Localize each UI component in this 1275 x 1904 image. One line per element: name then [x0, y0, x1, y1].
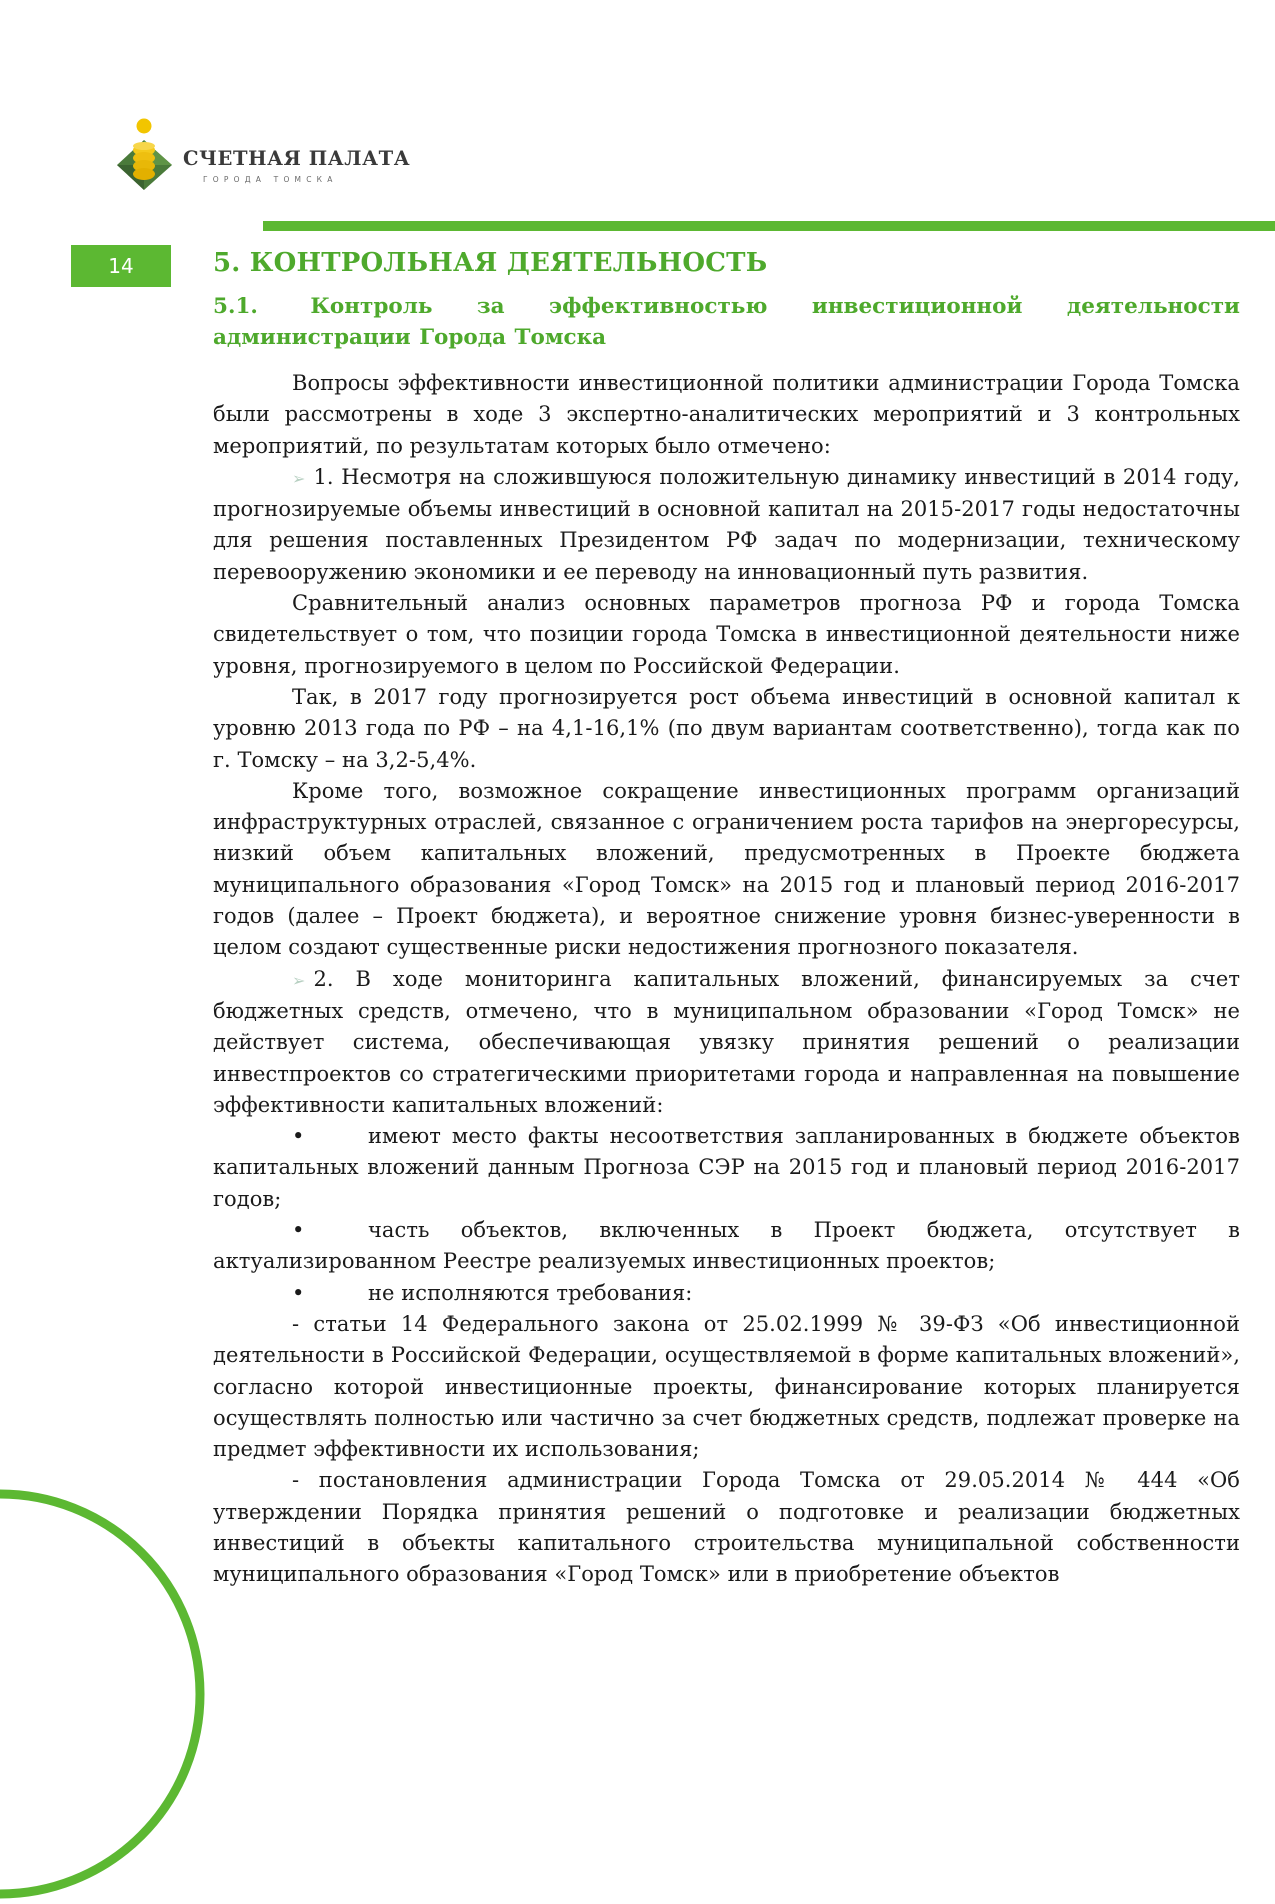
bullet-icon: • [292, 1124, 305, 1149]
paragraph: - постановления администрации Города Томска от 29.05.2014 № 444 «Об утверждении Порядка принятия решений о подготовке и реализации бюджетных инвестиций в объекты капитального строительства муниципальной собственности муниципального образования «Город Томск» или в приобретение объектов [213, 1468, 1240, 1587]
list-item-text: не исполняются требования: [368, 1280, 693, 1305]
paragraph-item-text: 2. В ходе мониторинга капитальных вложений, финансируемых за счет бюджетных средств, отмечено, что в муниципальном образовании «Город Томск» не действует система, обеспечивающая увязку принятия решений о реализации инвестпроектов со стратегическими приоритетами города и направленная на повышение эффективности капитальных вложений: [213, 966, 1240, 1117]
logo-subtitle: ГОРОДА ТОМСКА [203, 175, 338, 184]
bullet-icon: • [292, 1218, 305, 1243]
page-content [213, 242, 1240, 1591]
list-item [213, 1215, 1240, 1278]
arrow-bullet-icon: ➢ [292, 970, 306, 990]
decorative-arc [0, 1484, 210, 1904]
paragraph-item-text: 1. Несмотря на сложившуюся положительную динамику инвестиций в 2014 году, прогнозируемые объемы инвестиций в основной капитал на 2015-2017 годы недостаточны для решения поставленных Президентом РФ задач по модернизации, техническому перевооружению экономики и ее переводу на инновационный путь развития. [213, 464, 1240, 584]
subsection-title-text: Контроль за эффективностью инвестиционной деятельности администрации Города Томска [213, 294, 1240, 350]
page-number: 14 [71, 245, 171, 287]
paragraph: Так, в 2017 году прогнозируется рост объема инвестиций в основной капитал к уровню 2013 года по РФ – на 4,1-16,1% (по двум вариантам соответственно), тогда как по г. Томску – на 3,2-5,4%. [213, 684, 1240, 772]
list-item-text: имеют место факты несоответствия запланированных в бюджете объектов капитальных вложений данным Прогноза СЭР на 2015 год и плановый период 2016-2017 годов; [213, 1124, 1240, 1211]
paragraph-item [213, 462, 1240, 588]
logo [115, 118, 415, 198]
bullet-icon: • [292, 1280, 305, 1305]
paragraph-item [213, 964, 1240, 1121]
arrow-bullet-icon: ➢ [292, 468, 306, 488]
logo-emblem-icon [115, 118, 175, 198]
list-item [213, 1121, 1240, 1215]
subsection-number: 5.1. [213, 294, 258, 319]
paragraph: Вопросы эффективности инвестиционной политики администрации Города Томска были рассмотрены в ходе 3 экспертно-аналитических мероприятий и 3 контрольных мероприятий, по результатам которых было отмечено: [213, 371, 1240, 458]
logo-title: СЧЕТНАЯ ПАЛАТА [183, 147, 411, 170]
section-title: 5. КОНТРОЛЬНАЯ ДЕЯТЕЛЬНОСТЬ [213, 248, 768, 278]
paragraph: Кроме того, возможное сокращение инвестиционных программ организаций инфраструктурных отраслей, связанное с ограничением роста тарифов на энергоресурсы, низкий объем капитальных вложений, предусмотренных в Проекте бюджета муниципального образования «Город Томск» на 2015 год и плановый период 2016-2017 годов (далее – Проект бюджета), и вероятное снижение уровня бизнес-уверенности в целом создают существенные риски недостижения прогнозного показателя. [213, 778, 1240, 960]
header-rule [263, 221, 1275, 231]
subsection-title [213, 291, 1240, 353]
paragraph: - статьи 14 Федерального закона от 25.02.1999 № 39-ФЗ «Об инвестиционной деятельности в Российской Федерации, осуществляемой в форме капитальных вложений», согласно которой инвестиционные проекты, финансирование которых планируется осуществлять полностью или частично за счет бюджетных средств, подлежат проверке на предмет эффективности их использования; [213, 1311, 1240, 1462]
list-item [213, 1278, 1240, 1309]
paragraph: Сравнительный анализ основных параметров прогноза РФ и города Томска свидетельствует о том, что позиции города Томска в инвестиционной деятельности ниже уровня, прогнозируемого в целом по Российской Федерации. [213, 591, 1240, 678]
list-item-text: часть объектов, включенных в Проект бюджета, отсутствует в актуализированном Реестре реализуемых инвестиционных проектов; [213, 1218, 1240, 1274]
